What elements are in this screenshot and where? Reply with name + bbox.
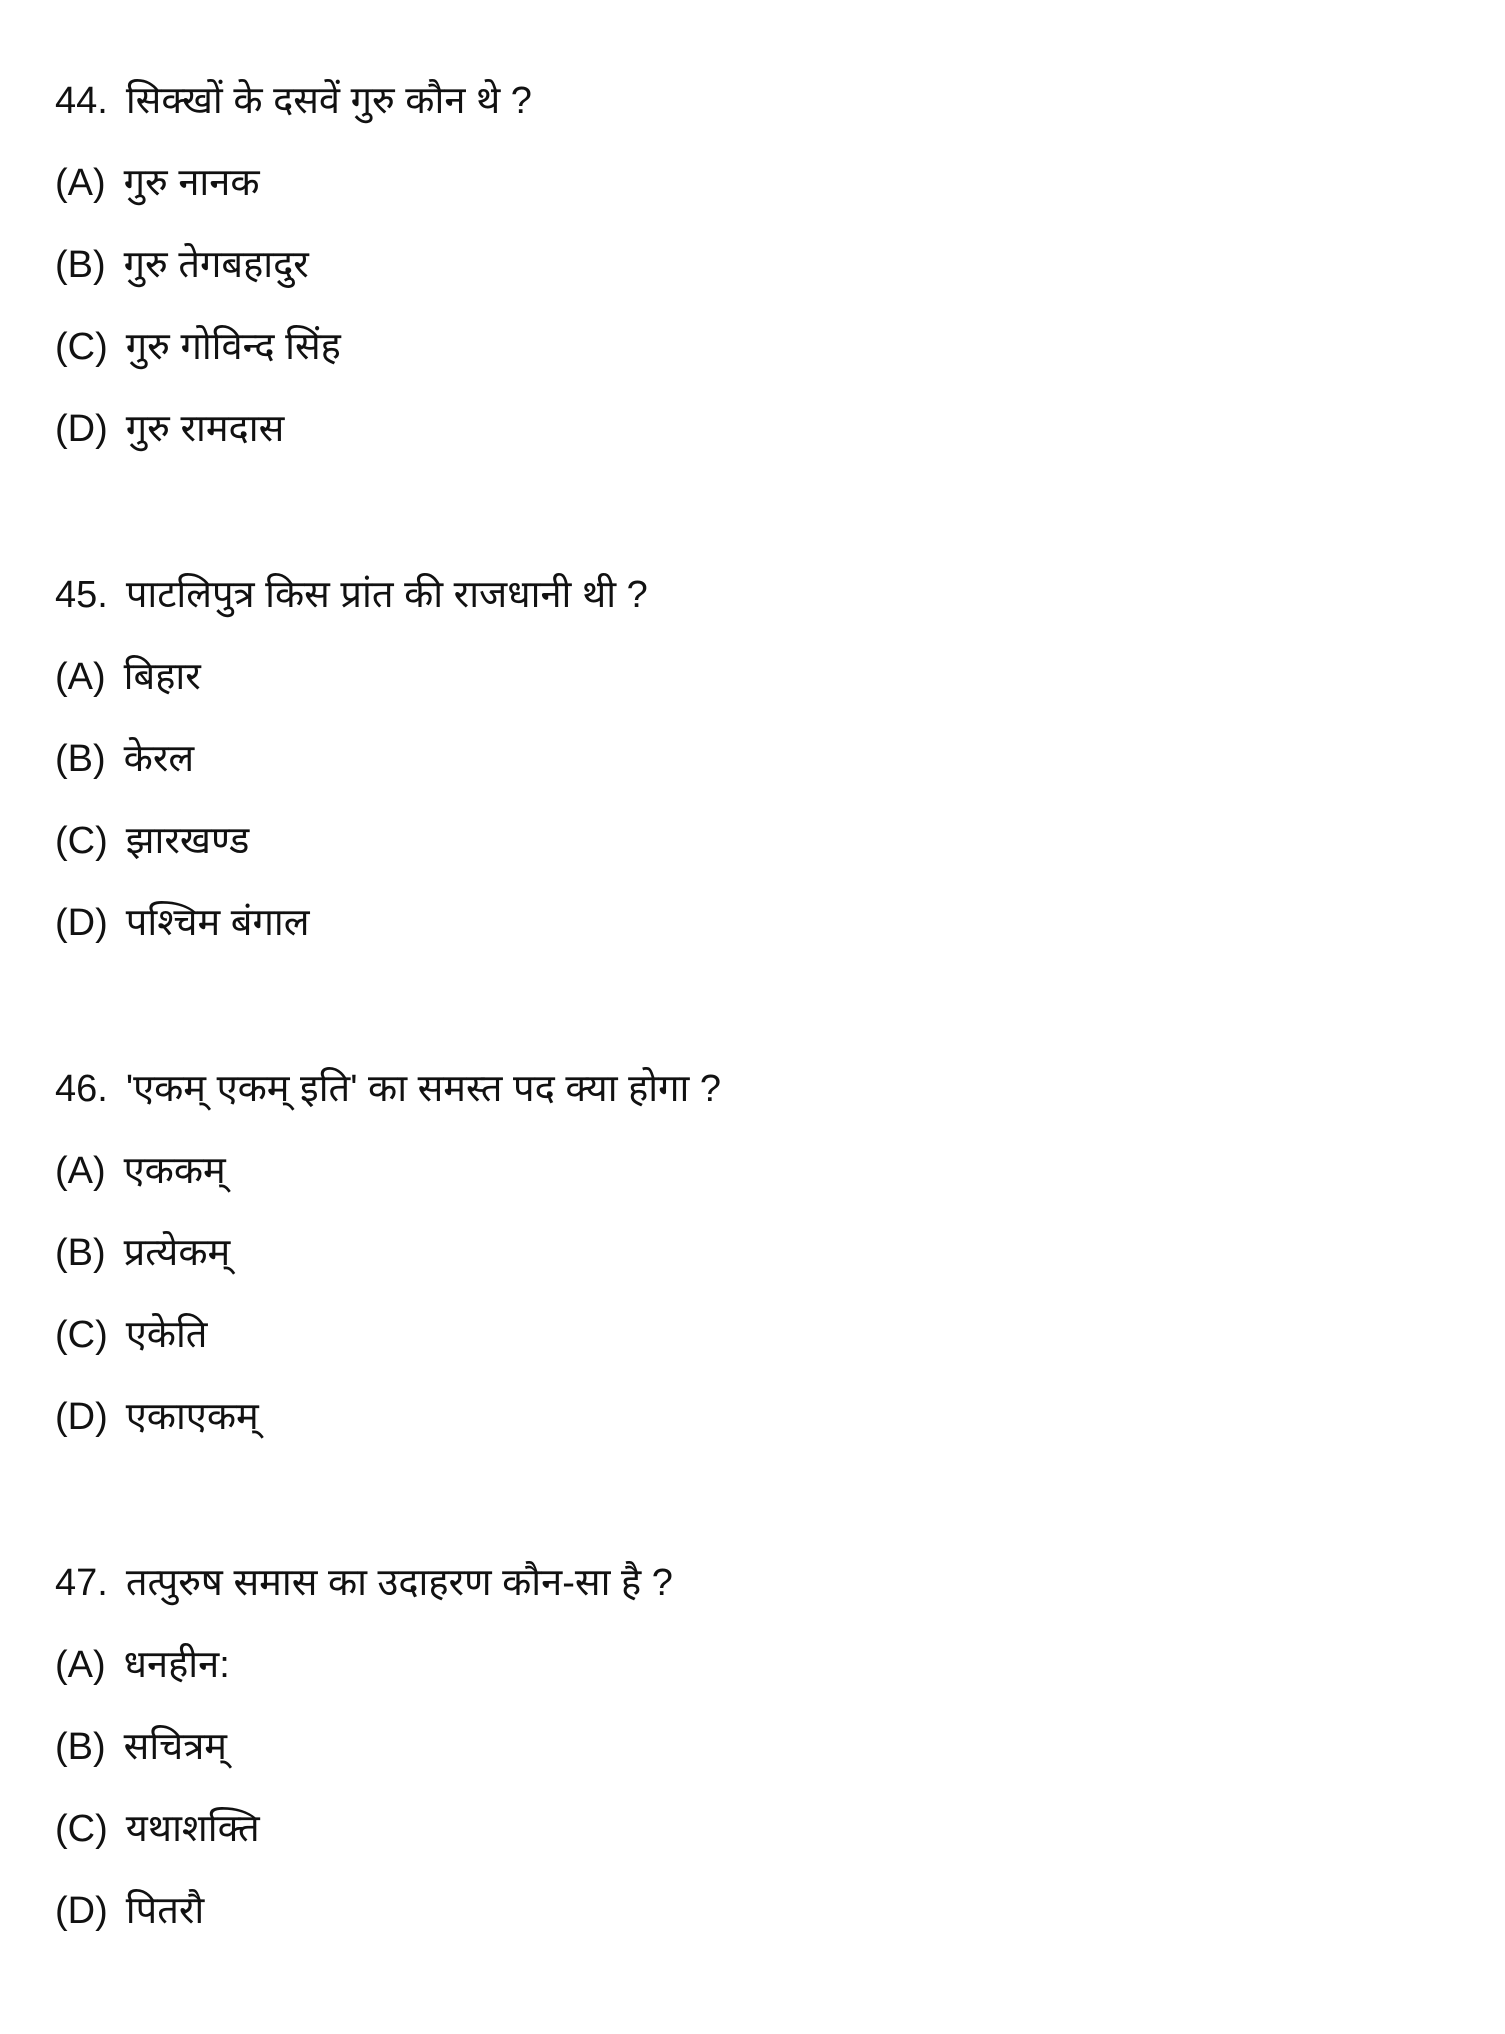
question-number: 44. bbox=[55, 80, 108, 122]
option-label: (D) bbox=[55, 1890, 108, 1932]
option-text: पितरौ bbox=[125, 1890, 205, 1932]
option-a bbox=[55, 654, 201, 700]
option-label: (B) bbox=[55, 244, 106, 286]
option-label: (C) bbox=[55, 1808, 108, 1850]
option-c bbox=[55, 1312, 207, 1358]
option-d bbox=[55, 1394, 259, 1440]
option-label: (A) bbox=[55, 656, 106, 698]
option-label: (A) bbox=[55, 162, 106, 204]
option-text: बिहार bbox=[123, 656, 201, 698]
option-d bbox=[55, 1888, 204, 1934]
option-text: गुरु तेगबहादुर bbox=[123, 244, 309, 286]
option-label: (D) bbox=[55, 408, 108, 450]
option-label: (C) bbox=[55, 326, 108, 368]
question-number: 47. bbox=[55, 1562, 108, 1604]
option-a bbox=[55, 160, 260, 206]
option-a bbox=[55, 1148, 226, 1194]
option-label: (A) bbox=[55, 1150, 106, 1192]
option-d bbox=[55, 900, 309, 946]
option-label: (B) bbox=[55, 1232, 106, 1274]
option-b bbox=[55, 242, 309, 288]
option-label: (A) bbox=[55, 1644, 106, 1686]
question-stem bbox=[55, 1560, 673, 1606]
option-b bbox=[55, 1230, 230, 1276]
question-stem bbox=[55, 572, 648, 618]
question-text: सिक्खों के दसवें गुरु कौन थे ? bbox=[125, 80, 532, 122]
option-text: प्रत्येकम् bbox=[123, 1232, 231, 1274]
question-text: 'एकम् एकम् इति' का समस्त पद क्या होगा ? bbox=[125, 1068, 722, 1110]
option-text: एकेति bbox=[125, 1314, 208, 1356]
option-text: पश्चिम बंगाल bbox=[125, 902, 310, 944]
option-c bbox=[55, 324, 341, 370]
option-c bbox=[55, 1806, 260, 1852]
option-text: झारखण्ड bbox=[125, 820, 250, 862]
option-text: धनहीन: bbox=[123, 1644, 230, 1686]
option-text: सचित्रम् bbox=[123, 1726, 228, 1768]
option-text: गुरु रामदास bbox=[125, 408, 285, 450]
option-label: (B) bbox=[55, 1726, 106, 1768]
option-text: एकाएकम् bbox=[125, 1396, 259, 1438]
option-label: (D) bbox=[55, 1396, 108, 1438]
option-text: केरल bbox=[123, 738, 195, 780]
option-b bbox=[55, 1724, 227, 1770]
question-text: पाटलिपुत्र किस प्रांत की राजधानी थी ? bbox=[125, 574, 648, 616]
option-text: एककम् bbox=[123, 1150, 226, 1192]
question-number: 45. bbox=[55, 574, 108, 616]
option-label: (D) bbox=[55, 902, 108, 944]
option-b bbox=[55, 736, 194, 782]
option-label: (C) bbox=[55, 1314, 108, 1356]
question-stem bbox=[55, 78, 532, 124]
question-text: तत्पुरुष समास का उदाहरण कौन-सा है ? bbox=[125, 1562, 673, 1604]
option-label: (C) bbox=[55, 820, 108, 862]
option-a bbox=[55, 1642, 230, 1688]
option-label: (B) bbox=[55, 738, 106, 780]
option-text: गुरु नानक bbox=[123, 162, 260, 204]
question-stem bbox=[55, 1066, 721, 1112]
option-c bbox=[55, 818, 249, 864]
question-number: 46. bbox=[55, 1068, 108, 1110]
option-d bbox=[55, 406, 284, 452]
option-text: यथाशक्ति bbox=[125, 1808, 260, 1850]
option-text: गुरु गोविन्द सिंह bbox=[125, 326, 341, 368]
